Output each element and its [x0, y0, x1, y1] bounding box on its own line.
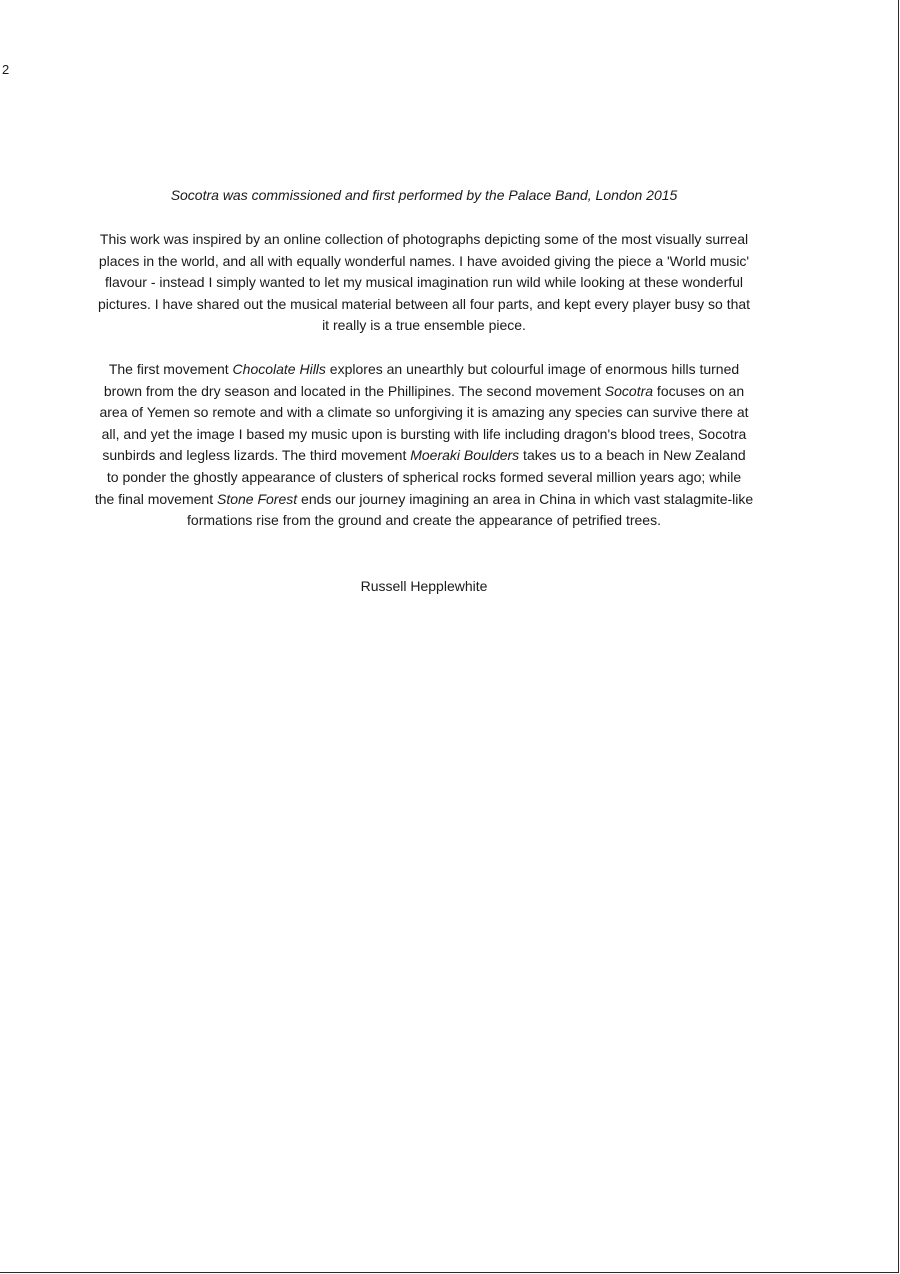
intro-paragraph: [42, 229, 806, 337]
text-span: brown from the dry season and located in the Phillipines. The second movement: [103, 382, 605, 399]
text-span: The first movement: [108, 361, 233, 377]
text-span: sunbirds and legless lizards. The third movement: [102, 447, 411, 464]
intro-line-4: pictures. I have shared out the musical material between all four parts, and kept every player busy so that: [97, 295, 751, 312]
composer-signature: Russell Hepplewhite: [360, 578, 488, 594]
movement-title-chocolate-hills: Chocolate Hills: [232, 361, 326, 377]
movements-paragraph: [42, 359, 806, 532]
movements-line-3: area of Yemen so remote and with a climate so unforgiving it is amazing any species can survive there at: [99, 404, 749, 421]
movement-title-moeraki-boulders: Moeraki Boulders: [410, 447, 520, 464]
movements-line-2: [42, 381, 806, 403]
movements-line-6: to ponder the ghostly appearance of clusters of spherical rocks formed several million years ago; while: [106, 468, 742, 485]
intro-line-3: flavour - instead I simply wanted to let my musical imagination run wild while looking at these wonderful: [104, 274, 744, 291]
intro-line-5: it really is a true ensemble piece.: [322, 317, 526, 334]
movements-line-8: formations rise from the ground and create the appearance of petrified trees.: [187, 512, 661, 529]
text-span: the final movement: [94, 490, 217, 507]
intro-line-1: This work was inspired by an online collection of photographs depicting some of the most visually surreal: [99, 231, 749, 247]
page-number: 2: [2, 62, 10, 77]
commission-note: Socotra was commissioned and first performed by the Palace Band, London 2015: [170, 187, 678, 203]
movement-title-socotra: Socotra: [604, 382, 654, 399]
movements-line-7: [42, 489, 806, 511]
intro-line-2: places in the world, and all with equally wonderful names. I have avoided giving the piece a 'World music': [98, 252, 750, 269]
text-span: focuses on an: [653, 382, 745, 399]
movements-line-5: [42, 445, 806, 467]
movement-title-stone-forest: Stone Forest: [216, 490, 298, 507]
movements-line-4: all, and yet the image I based my music upon is bursting with life including dragon's blood trees, Socotra: [101, 425, 747, 442]
text-span: ends our journey imagining an area in China in which vast stalagmite-like: [297, 490, 754, 507]
text-span: takes us to a beach in New Zealand: [519, 447, 746, 464]
movements-line-1: [42, 359, 806, 381]
text-span: explores an unearthly but colourful image of enormous hills turned: [325, 361, 740, 377]
